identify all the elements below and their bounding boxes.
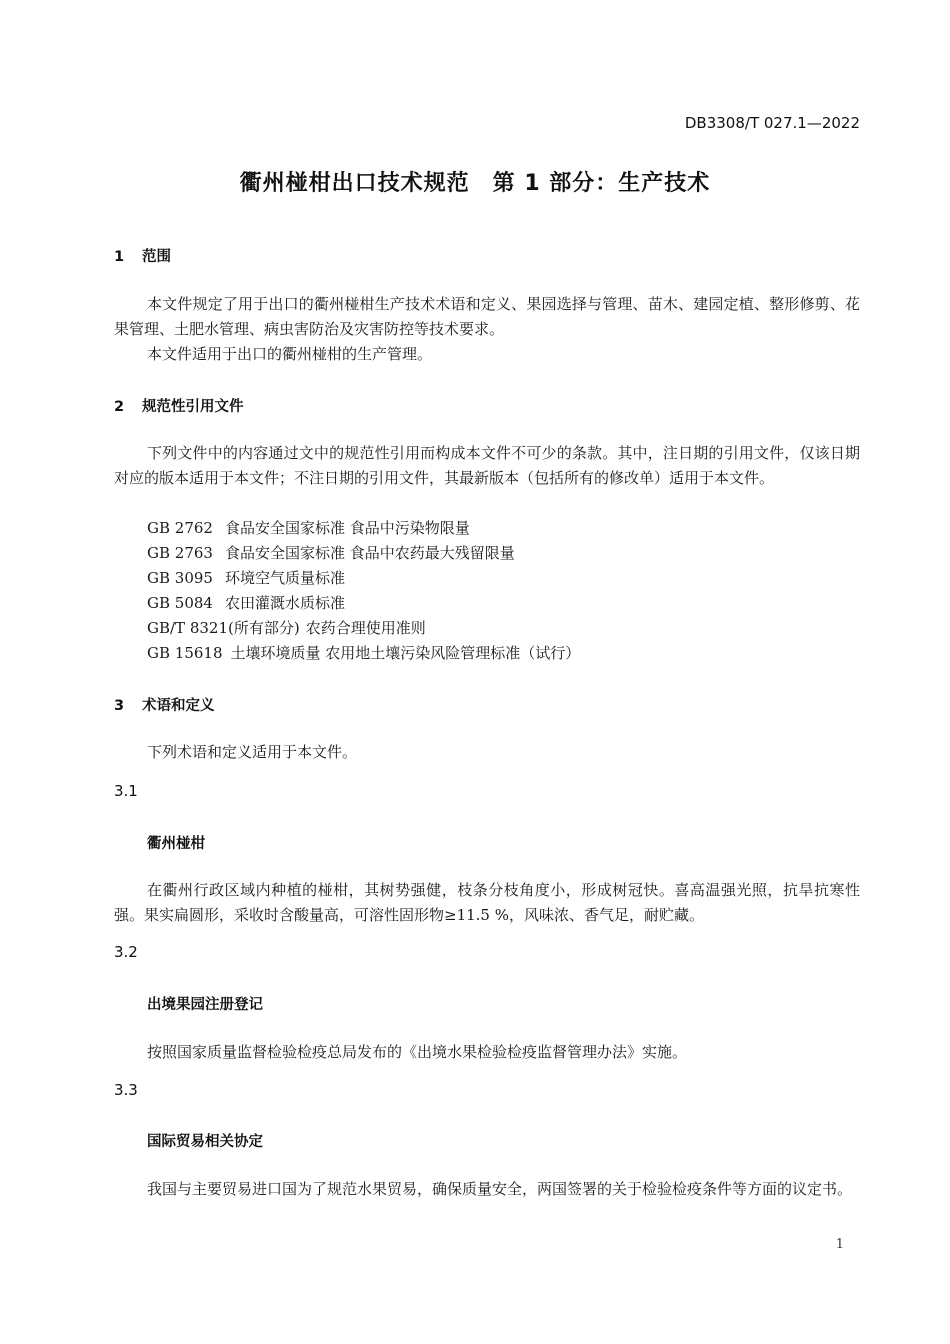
reference-item xyxy=(147,591,345,616)
term-number: 3.1 xyxy=(114,782,138,800)
paragraph-normative-references: 下列文件中的内容通过文中的规范性引用而构成本文件不可少的条款。其中，注日期的引用文件，仅该日期对应的版本适用于本文件；不注日期的引用文件，其最新版本（包括所有的修改单）适用于本文件。 xyxy=(114,444,860,487)
term-definition: 按照国家质量监督检验检疫总局发布的《出境水果检验检疫监督管理办法》实施。 xyxy=(147,1043,688,1061)
section-heading-3 xyxy=(114,694,215,715)
reference-item xyxy=(147,541,515,566)
section-heading-1 xyxy=(114,245,171,266)
section-number: 1 xyxy=(114,249,125,265)
reference-title: 农田灌溉水质标准 xyxy=(225,594,346,612)
term-number: 3.3 xyxy=(114,1081,138,1099)
section-title: 范围 xyxy=(142,249,171,265)
reference-item xyxy=(147,516,470,541)
reference-code: GB 2762 xyxy=(147,519,213,537)
reference-title: 食品安全国家标准 食品中污染物限量 xyxy=(225,519,470,537)
term-number: 3.2 xyxy=(114,943,138,961)
standard-id: DB3308/T 027.1—2022 xyxy=(684,114,860,132)
page-number: 1 xyxy=(835,1237,844,1252)
section-heading-2 xyxy=(114,395,244,416)
term-name: 出境果园注册登记 xyxy=(147,997,263,1013)
reference-title: 农药合理使用准则 xyxy=(305,619,426,637)
reference-code: GB 5084 xyxy=(147,594,213,612)
reference-code: GB/T 8321(所有部分) xyxy=(147,619,300,637)
term-name: 衢州椪柑 xyxy=(147,836,205,852)
paragraph-scope-content: 本文件规定了用于出口的衢州椪柑生产技术术语和定义、果园选择与管理、苗木、建园定植、整形修剪、花果管理、土肥水管理、病虫害防治及灾害防控等技术要求。 xyxy=(114,295,860,338)
paragraph-terms-intro: 下列术语和定义适用于本文件。 xyxy=(147,743,358,761)
reference-item xyxy=(147,566,345,591)
reference-code: GB 15618 xyxy=(147,644,223,662)
reference-code: GB 3095 xyxy=(147,569,213,587)
section-number: 3 xyxy=(114,698,125,714)
term-definition: 我国与主要贸易进口国为了规范水果贸易，确保质量安全，两国签署的关于检验检疫条件等方面的议定书。 xyxy=(147,1180,853,1198)
section-title: 术语和定义 xyxy=(142,698,215,714)
paragraph-scope-applicability: 本文件适用于出口的衢州椪柑的生产管理。 xyxy=(147,345,433,363)
reference-code: GB 2763 xyxy=(147,544,213,562)
term-name: 国际贸易相关协定 xyxy=(147,1134,263,1150)
reference-item xyxy=(147,616,426,641)
reference-title: 食品安全国家标准 食品中农药最大残留限量 xyxy=(225,544,515,562)
section-number: 2 xyxy=(114,399,125,415)
reference-title: 土壤环境质量 农用地土壤污染风险管理标准（试行） xyxy=(230,644,581,662)
reference-title: 环境空气质量标准 xyxy=(225,569,346,587)
reference-item xyxy=(147,641,580,666)
term-definition: 在衢州行政区域内种植的椪柑，其树势强健，枝条分枝角度小，形成树冠快。喜高温强光照，抗旱抗寒性强。果实扁圆形，采收时含酸量高，可溶性固形物≥11.5 %，风味浓、香气足，耐贮藏。 xyxy=(114,881,860,924)
section-title: 规范性引用文件 xyxy=(142,399,244,415)
document-title: 衢州椪柑出口技术规范 第 1 部分：生产技术 xyxy=(239,171,711,196)
